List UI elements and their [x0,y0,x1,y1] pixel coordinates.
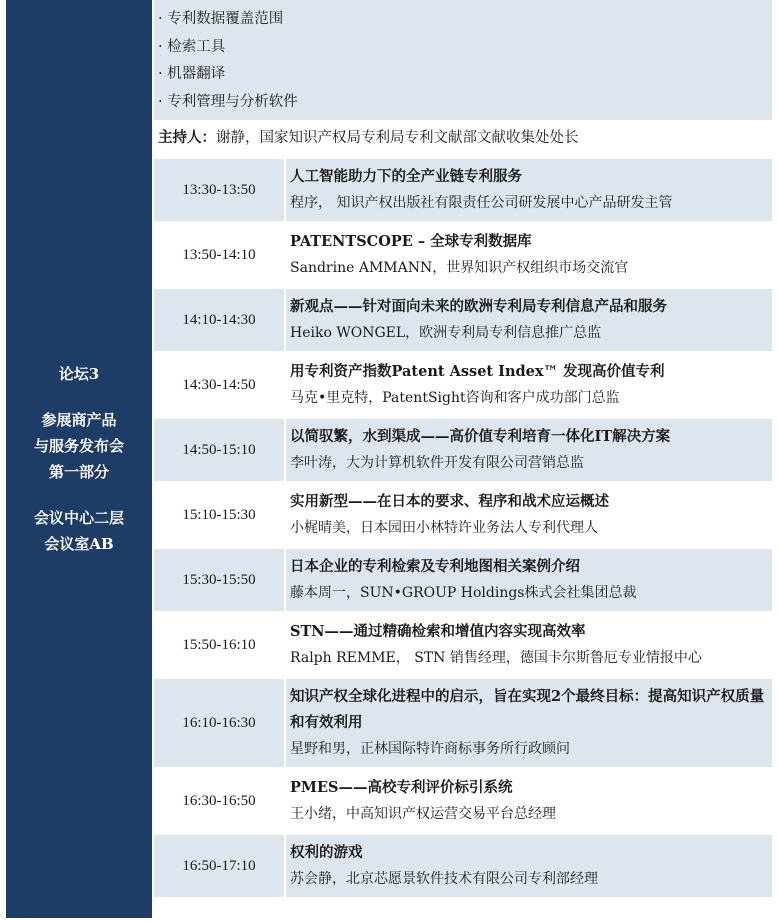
topic-item: · 专利数据覆盖范围 [158,11,284,27]
session-speaker: 苏会静，北京芯愿景软件技术有限公司专利部经理 [290,871,598,887]
session-time: 16:50-17:10 [154,835,284,897]
session-time: 14:10-14:30 [154,289,284,351]
forum-name: 论坛3 [58,365,100,383]
session-time: 13:50-14:10 [182,246,256,263]
session-speaker: 小梶晴美，日本园田小林特许业务法人专利代理人 [290,520,598,536]
session-title: 用专利资产指数Patent Asset Index™ 发现高价值专利 [290,363,665,380]
session-speaker: Ralph REMME， STN 销售经理，德国卡尔斯鲁厄专业情报中心 [290,650,702,666]
session-speaker: Sandrine AMMANN，世界知识产权组织市场交流官 [290,260,629,276]
session-row [154,419,772,481]
session-time: 14:50-15:10 [154,419,284,481]
session-time: 14:30-14:50 [182,376,256,393]
host-label: 主持人： [158,129,216,146]
forum-location-line: 会议中心二层 [33,509,124,527]
session-speaker: Heiko WONGEL，欧洲专利局专利信息推广总监 [290,325,602,341]
session-row [154,614,772,676]
session-row [154,835,772,897]
session-title: 以简驭繁，水到渠成——高价值专利培育一体化IT解决方案 [290,428,671,445]
session-title: 权利的游戏 [290,844,363,861]
session-title: 日本企业的专利检索及专利地图相关案例介绍 [290,558,580,575]
session-title: 新观点——针对面向未来的欧洲专利局专利信息产品和服务 [290,298,667,315]
session-speaker: 星野和男，正林国际特许商标事务所行政顾问 [290,741,570,757]
session-time: 16:30-16:50 [182,792,256,809]
session-title: PATENTSCOPE – 全球专利数据库 [290,233,532,250]
topic-list [154,0,772,120]
forum-subtitle-line: 参展商产品 [41,411,117,429]
forum-subtitle-line: 第一部分 [48,463,109,481]
session-title: PMES——高校专利评价标引系统 [290,779,513,796]
host-line [154,120,772,156]
forum-location-line: 会议室AB [44,535,114,553]
session-row [154,484,772,546]
topic-item: · 机器翻译 [158,66,226,82]
session-title: 实用新型——在日本的要求、程序和战术应运概述 [290,493,609,510]
session-time: 15:50-16:10 [182,636,256,653]
forum-subtitle-line: 与服务发布会 [33,437,124,455]
session-row [154,224,772,286]
agenda-main [154,0,772,897]
session-speaker: 马克•里克特，PatentSight咨询和客户成功部门总监 [290,390,620,406]
session-title: 知识产权全球化进程中的启示，旨在实现2个最终目标：提高知识产权质量和有效利用 [290,688,765,731]
session-row [154,289,772,351]
session-speaker: 程序， 知识产权出版社有限责任公司研发展中心产品研发主管 [290,195,673,211]
session-title: STN——通过精确检索和增值内容实现高效率 [290,623,586,640]
host-text: 谢静，国家知识产权局专利局专利文献部文献收集处处长 [216,130,579,146]
session-time: 13:30-13:50 [154,159,284,221]
session-row [154,354,772,416]
session-row [154,770,772,832]
topic-item: · 专利管理与分析软件 [158,93,298,110]
topic-item: · 检索工具 [158,38,226,55]
session-time: 15:10-15:30 [182,506,256,523]
session-speaker: 李叶涛，大为计算机软件开发有限公司营销总监 [290,455,584,471]
session-row [154,549,772,611]
session-title: 人工智能助力下的全产业链专利服务 [290,168,522,185]
session-speaker: 王小绪，中高知识产权运营交易平台总经理 [290,806,556,822]
forum-sidebar [6,0,152,918]
session-time: 16:10-16:30 [154,679,284,767]
session-row [154,679,772,767]
session-time: 15:30-15:50 [154,549,284,611]
session-speaker: 藤本周一，SUN•GROUP Holdings株式会社集团总裁 [290,585,637,601]
session-row [154,159,772,221]
